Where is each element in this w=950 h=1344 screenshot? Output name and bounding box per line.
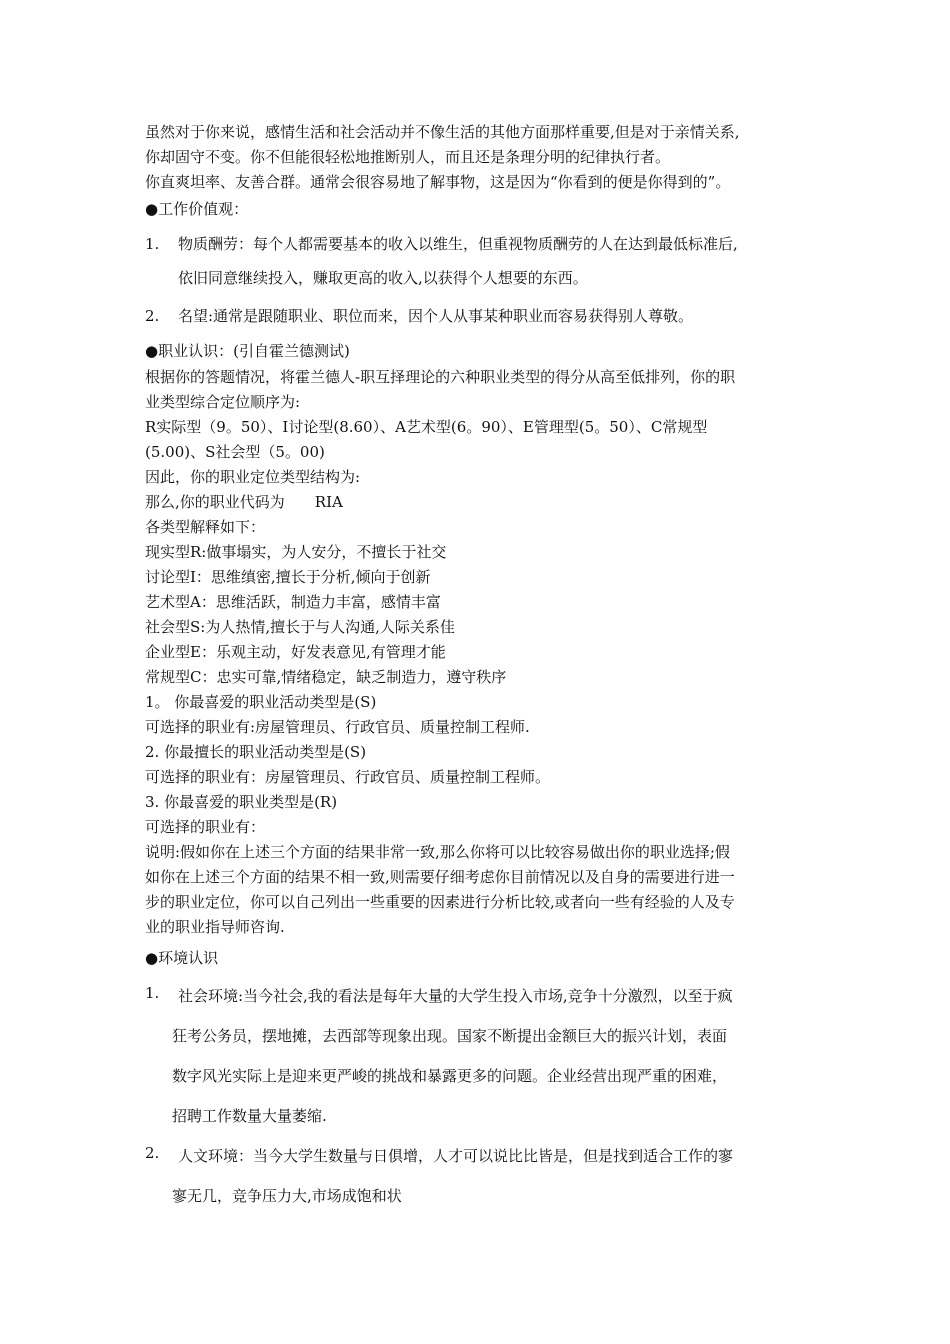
- note-line: 说明:假如你在上述三个方面的结果非常一致,那么你将可以比较容易做出你的职业选择;假: [145, 843, 730, 861]
- environment-item-1-line: 狂考公务员，摆地摊，去西部等现象出现。国家不断提出金额巨大的振兴计划，表面: [172, 1027, 728, 1045]
- type-social: 社会型S:为人热情,擅长于与人沟通,人际关系佳: [145, 618, 455, 636]
- career-line: R实际型（9。50）、I讨论型(8.60）、A艺术型(6。90）、E管理型(5。50）、C常规型: [145, 418, 708, 436]
- career-line: 1。 你最喜爱的职业活动类型是(S): [145, 693, 377, 711]
- environment-item-2: [145, 1136, 815, 1216]
- type-artistic: 艺术型A：思维活跃，制造力丰富，感情丰富: [145, 593, 441, 611]
- career-heading: ●职业认识：(引自霍兰德测试): [145, 342, 350, 360]
- career-line: 可选择的职业有：: [145, 818, 266, 836]
- environment-item-2-line: 人文环境：当今大学生数量与日俱增，人才可以说比比皆是，但是找到适合工作的寥: [178, 1147, 734, 1165]
- list-number: 2.: [145, 1144, 160, 1162]
- career-line: 各类型解释如下：: [145, 518, 266, 536]
- work-values-heading: ●工作价值观：: [145, 200, 249, 218]
- list-number: 2.: [145, 307, 160, 325]
- career-line: 可选择的职业有：房屋管理员、行政官员、质量控制工程师。: [145, 768, 551, 786]
- note-line: 如你在上述三个方面的结果不相一致,则需要仔细考虑你目前情况以及自身的需要进行进一: [145, 868, 735, 886]
- list-number: 1.: [145, 984, 160, 1002]
- intro-line-1: 虽然对于你来说，感情生活和社会活动并不像生活的其他方面那样重要,但是对于亲情关系,: [145, 123, 740, 141]
- work-value-item-2-line-1: 名望:通常是跟随职业、职位而来，因个人从事某种职业而容易获得别人尊敬。: [178, 307, 694, 325]
- work-value-item-2: [145, 299, 815, 333]
- environment-item-1-line: 招聘工作数量大量萎缩.: [172, 1107, 327, 1125]
- intro-line-2: 你却固守不变。你不但能很轻松地推断别人，而且还是条理分明的纪律执行者。: [145, 148, 671, 166]
- work-value-item-1-line-1: 物质酬劳：每个人都需要基本的收入以维生，但重视物质酬劳的人在达到最低标准后,: [178, 235, 738, 253]
- career-line: 3. 你最喜爱的职业类型是(R): [145, 793, 338, 811]
- type-enterprising: 企业型E：乐观主动，好发表意见,有管理才能: [145, 643, 446, 661]
- environment-item-1: [145, 976, 815, 1136]
- list-number: 1.: [145, 235, 160, 253]
- work-value-item-1-line-2: 依旧同意继续投入，赚取更高的收入,以获得个人想要的东西。: [178, 269, 588, 287]
- environment-item-2-line: 寥无几，竞争压力大,市场成饱和状: [172, 1187, 402, 1205]
- career-line: 业类型综合定位顺序为:: [145, 393, 301, 411]
- environment-item-1-line: 社会环境:当今社会,我的看法是每年大量的大学生投入市场,竞争十分激烈，以至于疯: [178, 987, 733, 1005]
- document-page: [145, 120, 815, 1216]
- note-line: 业的职业指导师咨询.: [145, 918, 285, 936]
- career-line: 因此，你的职业定位类型结构为:: [145, 468, 361, 486]
- type-realistic: 现实型R:做事塌实，为人安分，不擅长于社交: [145, 543, 447, 561]
- career-section: [145, 365, 815, 940]
- environment-heading: ●环境认识: [145, 949, 219, 967]
- career-code-line: 那么,你的职业代码为 RIA: [145, 493, 343, 511]
- type-conventional: 常规型C：忠实可靠,情绪稳定，缺乏制造力，遵守秩序: [145, 668, 507, 686]
- type-investigative: 讨论型I：思维缜密,擅长于分析,倾向于创新: [145, 568, 431, 586]
- environment-item-1-line: 数字风光实际上是迎来更严峻的挑战和暴露更多的问题。企业经营出现严重的困难，: [172, 1067, 728, 1085]
- work-value-item-1: [145, 227, 815, 295]
- career-line: 根据你的答题情况，将霍兰德人-职互择理论的六种职业类型的得分从高至低排列，你的职: [145, 368, 736, 386]
- career-line: 可选择的职业有:房屋管理员、行政官员、质量控制工程师.: [145, 718, 530, 736]
- career-line: (5.00)、S社会型（5。00): [145, 443, 325, 461]
- intro-line-3: 你直爽坦率、友善合群。通常会很容易地了解事物，这是因为“你看到的便是你得到的”。: [145, 173, 731, 191]
- career-line: 2. 你最擅长的职业活动类型是(S): [145, 743, 367, 761]
- note-line: 步的职业定位，你可以自己列出一些重要的因素进行分析比较,或者向一些有经验的人及专: [145, 893, 735, 911]
